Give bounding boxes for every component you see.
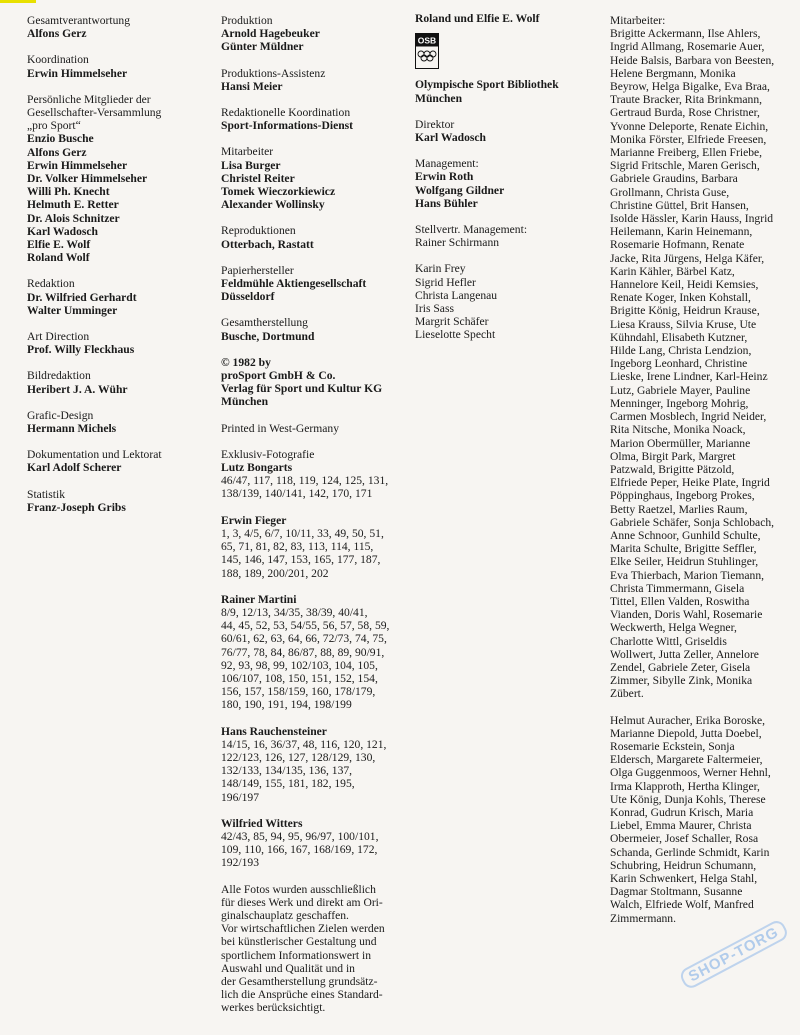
staff-name: Karin Frey (415, 262, 466, 276)
photo-note-text: Alle Fotos wurden ausschließlich für dieses Werk und direkt am Ori- ginalschauplatz geschaffen. Vor wirtschaftlichen Zielen werden bei künstlerischer Gestaltung und sportlichem Informationswert in Auswahl und Qualität und in der Gesamtherstellung grundsätz- lich die Ansprüche eines Standard- werkes berücksichtigt. (221, 882, 385, 1015)
credit-name: Willi Ph. Knecht (27, 185, 110, 199)
credit-role-label: Mitarbeiter (221, 145, 274, 159)
photographer-name: Erwin Fieger (221, 513, 287, 527)
credit-name: Christel Reiter (221, 171, 295, 185)
staff-name: Lieselotte Specht (415, 328, 496, 342)
credit-name: Prof. Willy Fleckhaus (27, 343, 135, 357)
credit-role-label: Art Direction (27, 330, 90, 344)
credit-name: Dr. Volker Himmelseher (27, 172, 148, 186)
photographer-pages: 46/47, 117, 118, 119, 124, 125, 131, 138/139, 140/141, 142, 170, 171 (221, 474, 389, 501)
credit-block (221, 224, 411, 250)
credits-column-1 (27, 14, 212, 527)
photographer-pages: 8/9, 12/13, 34/35, 38/39, 40/41, 44, 45, 52, 53, 54/55, 56, 57, 58, 59, 60/61, 62, 63, 64, 66, 72/73, 74, 75, 76/77, 78, 84, 86/87, 88, 89, 90/91, 92, 93, 98, 99, 102/103, 104, 105, 106/107, 108, 150, 151, 152, 154, 156, 157, 158/159, 160, 178/179, 180, 190, 191, 194, 198/199 (221, 605, 390, 712)
credit-name: Roland Wolf (27, 251, 90, 265)
photographer-pages: 14/15, 16, 36/37, 48, 116, 120, 121, 122/123, 126, 127, 128/129, 130, 132/133, 134/135, 136, 137, 148/149, 155, 181, 182, 195, 196/197 (221, 737, 387, 804)
owners-names: Roland und Elfie E. Wolf (415, 12, 540, 25)
credit-name: Enzio Busche (27, 132, 94, 146)
credit-block (27, 448, 212, 474)
credit-block (221, 316, 411, 342)
credit-role-label: Reproduktionen (221, 224, 296, 238)
library-name (415, 78, 605, 104)
photo-note (221, 883, 411, 1015)
credit-role-label: Bildredaktion (27, 369, 91, 383)
credit-role-label: Statistik (27, 487, 66, 501)
credit-name: Dr. Alois Schnitzer (27, 211, 120, 225)
credits-column-4 (610, 14, 798, 925)
credit-name: Elfie E. Wolf (27, 238, 91, 252)
credit-name: Günter Müldner (221, 40, 304, 54)
photographer-pages: 1, 3, 4/5, 6/7, 10/11, 33, 49, 50, 51, 65, 71, 81, 82, 83, 113, 114, 115, 145, 146, 147, 153, 165, 177, 187, 188, 189, 200/201, 202 (221, 526, 384, 580)
staff-names-paragraph: Brigitte Ackermann, Ilse Ahlers, Ingrid Allmang, Rosemarie Auer, Heide Balsis, Barbara von Beesten, Helene Bergmann, Monika Beyrow, Helga Bigalke, Eva Braa, Traute Bracker, Rita Brinkmann, Gertraud Burda, Rose Christner, Yvonne Deleporte, Renate Eichin, Monika Förster, Elfriede Freesen, Marianne Freiberg, Ellen Friebe, Sigrid Fritschle, Maren Gerisch, Gabriele Graudins, Barbara Grollmann, Christa Guse, Christine Güttel, Brit Hansen, Isolde Hässler, Karin Hauss, Ingrid Heilemann, Karin Heinemann, Rosemarie Hofmann, Renate Jacke, Rita Jürgens, Helga Käfer, Karin Kähler, Bärbel Katz, Hannelore Keil, Heidi Kemsies, Renate Koger, Inken Kohstall, Brigitte König, Heidrun Krause, Liesa Krauss, Silvia Kruse, Ute Kühndahl, Elisabeth Kutzner, Hilde Lang, Christa Lendzion, Ingeborg Leonhard, Christine Lieske, Irene Lindner, Karl-Heinz Lutz, Gabriele Mayer, Pauline Menninger, Ingeborg Mohrig, Carmen Mosblech, Ingrid Neider, Rita Nitsche, Monika Noack, Marion Obermüller, Marianne Olma, Birgit Park, Margret Patzwald, Brigitte Pätzold, Elfriede Peper, Heike Plate, Ingrid Pöppinghaus, Ingeborg Prokes, Betty Raetzel, Marlies Raum, Gabriele Schäfer, Sonja Schlobach, Anne Schnoor, Gunhild Schulte, Marita Schulte, Brigitte Seffler, Elke Seiler, Heidrun Stuhlinger, Eva Thierbach, Marion Tiemann, Christa Timmermann, Gisela Tittel, Ellen Valden, Roswitha Vianden, Doris Wahl, Rosemarie Weckwerth, Helga Wegner, Charlotte Wittl, Griseldis Wollwert, Jutta Zeller, Annelore Zendel, Gabriele Zeter, Gisela Zimmer, Sibylle Zink, Monika Zübert. (610, 27, 775, 701)
credit-name: Busche, Dortmund (221, 329, 315, 343)
credit-block (27, 53, 212, 79)
credit-block (27, 93, 212, 265)
credit-name: Erwin Roth (415, 170, 474, 184)
credit-role-label: Management: (415, 157, 479, 171)
credit-role-label: Papierhersteller (221, 263, 294, 277)
credit-block (27, 277, 212, 317)
credit-role-label: Persönliche Mitglieder der Gesellschafter-Versammlung „pro Sport“ (27, 92, 162, 133)
photographer-name: Hans Rauchensteiner (221, 724, 327, 738)
copyright-line: Verlag für Sport und Kultur KG (221, 382, 383, 396)
credit-name: Alexander Wollinsky (221, 198, 325, 212)
staff-name: Iris Sass (415, 302, 454, 316)
copyright-block (221, 356, 411, 409)
credits-column-2 (221, 14, 411, 1028)
credit-name: Alfons Gerz (27, 27, 87, 41)
staff-name: Christa Langenau (415, 288, 498, 302)
credit-block (27, 369, 212, 395)
photographer-name: Lutz Bongarts (221, 461, 293, 475)
production-blocks (221, 14, 411, 343)
library-line: München (415, 91, 463, 105)
watermark-stamp: SHOP-TORG (678, 918, 790, 991)
credit-block (27, 330, 212, 356)
copyright-line: © 1982 by (221, 355, 271, 369)
credit-role-label: Direktor (415, 117, 455, 131)
credits-column-3 (415, 12, 605, 355)
credit-name: Dr. Wilfried Gerhardt (27, 290, 137, 304)
credit-block (27, 14, 212, 40)
printed-text: Printed in West-Germany (221, 421, 339, 435)
credit-name: Tomek Wieczorkiewicz (221, 185, 336, 199)
staff-name: Sigrid Hefler (415, 275, 476, 289)
staff-name: Margrit Schäfer (415, 315, 489, 329)
deputy-block (415, 223, 605, 249)
osb-olympic-logo-icon (415, 33, 439, 69)
photo-label: Exklusiv-Fotografie (221, 447, 315, 461)
printed-in (221, 422, 411, 435)
photographer-pages: 42/43, 85, 94, 95, 96/97, 100/101, 109, 110, 166, 167, 168/169, 172, 192/193 (221, 829, 379, 870)
credit-block (27, 409, 212, 435)
credit-role-label: Gesamtherstellung (221, 316, 308, 330)
credit-name: Helmuth E. Retter (27, 198, 119, 212)
credit-name: Hermann Michels (27, 422, 117, 436)
management-blocks (415, 118, 605, 210)
staff-list (415, 262, 605, 341)
credit-block (221, 106, 411, 132)
credit-block (221, 145, 411, 211)
photographer-entry (221, 461, 411, 501)
staff-label: Mitarbeiter: (610, 14, 666, 27)
credit-name: Alfons Gerz (27, 145, 87, 159)
credit-name: Hansi Meier (221, 79, 283, 93)
credit-block (27, 488, 212, 514)
photographer-entry (221, 817, 411, 870)
copyright-line: München (221, 395, 269, 409)
credit-block (221, 264, 411, 304)
credit-name: Feldmühle Aktiengesellschaft (221, 277, 367, 291)
credit-block (415, 118, 605, 144)
photographer-entry (221, 593, 411, 712)
photographer-list (221, 461, 411, 869)
svg-text:OSB: OSB (417, 35, 437, 46)
credit-block (415, 157, 605, 210)
credit-name: Heribert J. A. Wühr (27, 382, 128, 396)
credit-name: Wolfgang Gildner (415, 183, 505, 197)
photo-label-block (221, 448, 411, 461)
credit-role-label: Gesamtverantwortung (27, 14, 131, 27)
photographer-entry (221, 725, 411, 804)
library-line: Olympische Sport Bibliothek (415, 78, 559, 92)
credit-name: Erwin Himmelseher (27, 158, 128, 172)
deputy-label: Stellvertr. Management: (415, 223, 528, 237)
copyright-line: proSport GmbH & Co. (221, 369, 336, 383)
credit-name: Düsseldorf (221, 290, 275, 304)
credit-role-label: Grafic-Design (27, 408, 94, 422)
credit-name: Otterbach, Rastatt (221, 237, 314, 251)
staff-names-paragraph-2: Helmut Auracher, Erika Boroske, Marianne Diepold, Jutta Doebel, Rosemarie Eckstein, Sonja Eldersch, Margarete Faltermeier, Olga Guggenmoos, Werner Hehnl, Irma Klapproth, Hertha Klinger, Ute König, Dunja Kohls, Therese Konrad, Gudrun Krisch, Maria Liebel, Emma Maurer, Christa Obermeier, Josef Schaller, Rosa Schanda, Gerlinde Schmidt, Karin Schubring, Heidrun Schumann, Karin Schwenkert, Helga Stahl, Dagmar Stoltmann, Susanne Walch, Elfriede Wolf, Manfred Zimmermann. (610, 713, 771, 925)
credit-name: Franz-Joseph Gribs (27, 500, 126, 514)
photographer-entry (221, 514, 411, 580)
credit-name: Walter Umminger (27, 303, 118, 317)
credit-role-label: Produktions-Assistenz (221, 66, 326, 80)
credit-name: Karl Wadosch (415, 131, 486, 145)
credit-role-label: Produktion (221, 14, 273, 27)
credit-name: Karl Adolf Scherer (27, 461, 122, 475)
credit-role-label: Koordination (27, 53, 89, 67)
photographer-name: Wilfried Witters (221, 816, 303, 830)
credit-role-label: Redaktion (27, 277, 75, 291)
credit-role-label: Dokumentation und Lektorat (27, 448, 162, 462)
credit-name: Hans Bühler (415, 196, 478, 210)
photographer-name: Rainer Martini (221, 592, 297, 606)
corner-color-mark (0, 0, 36, 3)
credit-name: Arnold Hagebeuker (221, 27, 320, 41)
deputy-name: Rainer Schirmann (415, 236, 500, 250)
credit-name: Erwin Himmelseher (27, 66, 128, 80)
credit-name: Lisa Burger (221, 158, 281, 172)
credit-block (221, 14, 411, 54)
credit-role-label: Redaktionelle Koordination (221, 106, 351, 120)
credit-name: Karl Wadosch (27, 224, 98, 238)
credit-name: Sport-Informations-Dienst (221, 119, 354, 133)
credit-block (221, 67, 411, 93)
